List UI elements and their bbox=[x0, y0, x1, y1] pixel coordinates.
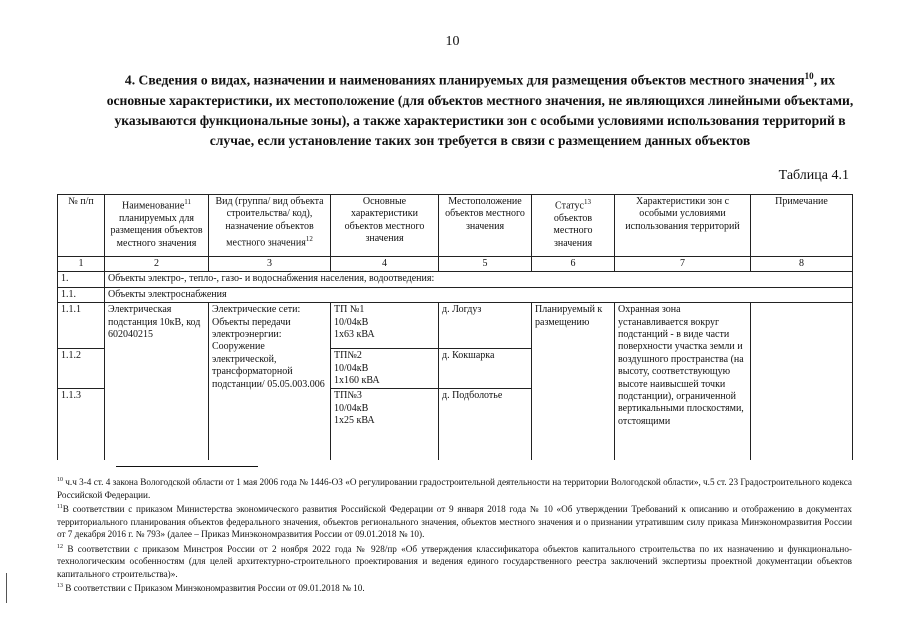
header-cell: Примечание bbox=[751, 195, 853, 257]
header-cell: № п/п bbox=[58, 195, 105, 257]
object-name-cell: Электрическая подстанция 10кВ, код 602040215 bbox=[105, 303, 209, 460]
margin-binding-mark bbox=[6, 573, 11, 603]
table-row bbox=[58, 303, 853, 349]
section-heading bbox=[100, 66, 860, 151]
heading-footnote-ref: 10 bbox=[804, 71, 814, 81]
row-number: 1.1.3 bbox=[58, 389, 105, 460]
location-cell: д. Кокшарка bbox=[439, 349, 532, 389]
header-cell: Основные характеристики объектов местного значения bbox=[331, 195, 439, 257]
header-cell: Характеристики зон с особыми условиями использования территорий bbox=[615, 195, 751, 257]
status-cell: Планируемый к размещению bbox=[532, 303, 615, 460]
header-cell: Наименование$^{11}$ планируемых для размещения объектов местного значения bbox=[105, 195, 209, 257]
location-cell: д. Логдуз bbox=[439, 303, 532, 349]
column-number: 1 bbox=[58, 257, 105, 272]
footnote-separator bbox=[116, 466, 258, 467]
table-header-row bbox=[58, 195, 853, 257]
characteristics-cell: ТП№3 10/04кВ 1х25 кВА bbox=[331, 389, 439, 460]
column-number: 3 bbox=[209, 257, 331, 272]
column-number: 6 bbox=[532, 257, 615, 272]
characteristics-cell: ТП №1 10/04кВ 1х63 кВА bbox=[331, 303, 439, 349]
footnote: $^{10}$ ч.ч 3-4 ст. 4 закона Вологодской области от 1 мая 2006 года № 1446-ОЗ «О регулировании градостроительной деятельности на территории Вологодской области», ч.5 ст. 23 Градостроительного кодекса Российской Федерации. bbox=[57, 477, 852, 500]
footnotes bbox=[57, 474, 852, 595]
location-cell: д. Подболотье bbox=[439, 389, 532, 460]
section-title: Объекты электроснабжения bbox=[105, 287, 853, 302]
section-number: 1. bbox=[58, 272, 105, 287]
footnote: $^{12}$ В соответствии с приказом Минстроя России от 2 ноября 2022 года № 928/пр «Об утверждения классификатора объектов капитального строительства по их назначению и функционально-технологическим особенностям (для целей архитектурно-строительного проектирования и ведения единого государственного реестра заключений экспертизы проектной документации объектов капитального строительства)». bbox=[57, 543, 852, 579]
heading-text-end: , их основные характеристики, их местоположение (для объектов местного значения, не являющихся линейными объектами, указываются функциональные зоны), а также характеристики зон с особыми условиями использования территорий в случае, если установление таких зон требуется в связи с размещением данных объектов bbox=[106, 72, 854, 148]
footnote: $^{13}$ В соответствии с Приказом Минэкономразвития России от 09.01.2018 № 10. bbox=[57, 583, 365, 594]
column-number: 7 bbox=[615, 257, 751, 272]
footnote: $^{11}$В соответствии с приказом Министерства экономического развития Российской Федерации от 9 января 2018 года № 10 «Об утверждении Требований к описанию и отображению в документах территориального планирования объектов федерального значения, объектов регионального значения, объектов местного значения и о признании утратившим силу приказа Минэкономразвития России от 7 декабря 2016 г. № 793» (далее – Приказ Минэкономразвития России от 09.01.2018 № 10). bbox=[57, 504, 852, 540]
section-row bbox=[58, 272, 853, 287]
section-number: 1.1. bbox=[58, 287, 105, 302]
page-number: 10 bbox=[445, 34, 460, 49]
column-number-row bbox=[58, 257, 853, 272]
table-caption: Таблица 4.1 bbox=[778, 168, 849, 183]
row-number: 1.1.1 bbox=[58, 303, 105, 349]
column-number: 4 bbox=[331, 257, 439, 272]
row-number: 1.1.2 bbox=[58, 349, 105, 389]
column-number: 5 bbox=[439, 257, 532, 272]
characteristics-cell: ТП№2 10/04кВ 1х160 кВА bbox=[331, 349, 439, 389]
section-title: Объекты электро-, тепло-, газо- и водоснабжения населения, водоотведения: bbox=[105, 272, 853, 287]
header-cell: Вид (группа/ вид объекта строительства/ код), назначение объектов местного значения$^{12}$ bbox=[209, 195, 331, 257]
column-number: 2 bbox=[105, 257, 209, 272]
objects-table bbox=[57, 194, 853, 460]
header-cell: Статус$^{13}$ объектов местного значения bbox=[532, 195, 615, 257]
object-kind-cell: Электрические сети: Объекты передачи электроэнергии: Сооружение электрической, трансформаторной подстанции/ 05.05.003.006 bbox=[209, 303, 331, 460]
header-cell: Местоположение объектов местного значения bbox=[439, 195, 532, 257]
column-number: 8 bbox=[751, 257, 853, 272]
heading-text-start: 4. Сведения о видах, назначении и наименованиях планируемых для размещения объектов местного значения bbox=[124, 72, 805, 88]
zone-characteristics-cell: Охранная зона устанавливается вокруг подстанций - в виде части поверхности участка земли и воздушного пространства (на высоту, соответствующую высоте наивысшей точки подстанции), ограниченной вертикальными плоскостями, отстоящими bbox=[615, 303, 751, 460]
subsection-row bbox=[58, 287, 853, 302]
note-cell bbox=[751, 303, 853, 460]
